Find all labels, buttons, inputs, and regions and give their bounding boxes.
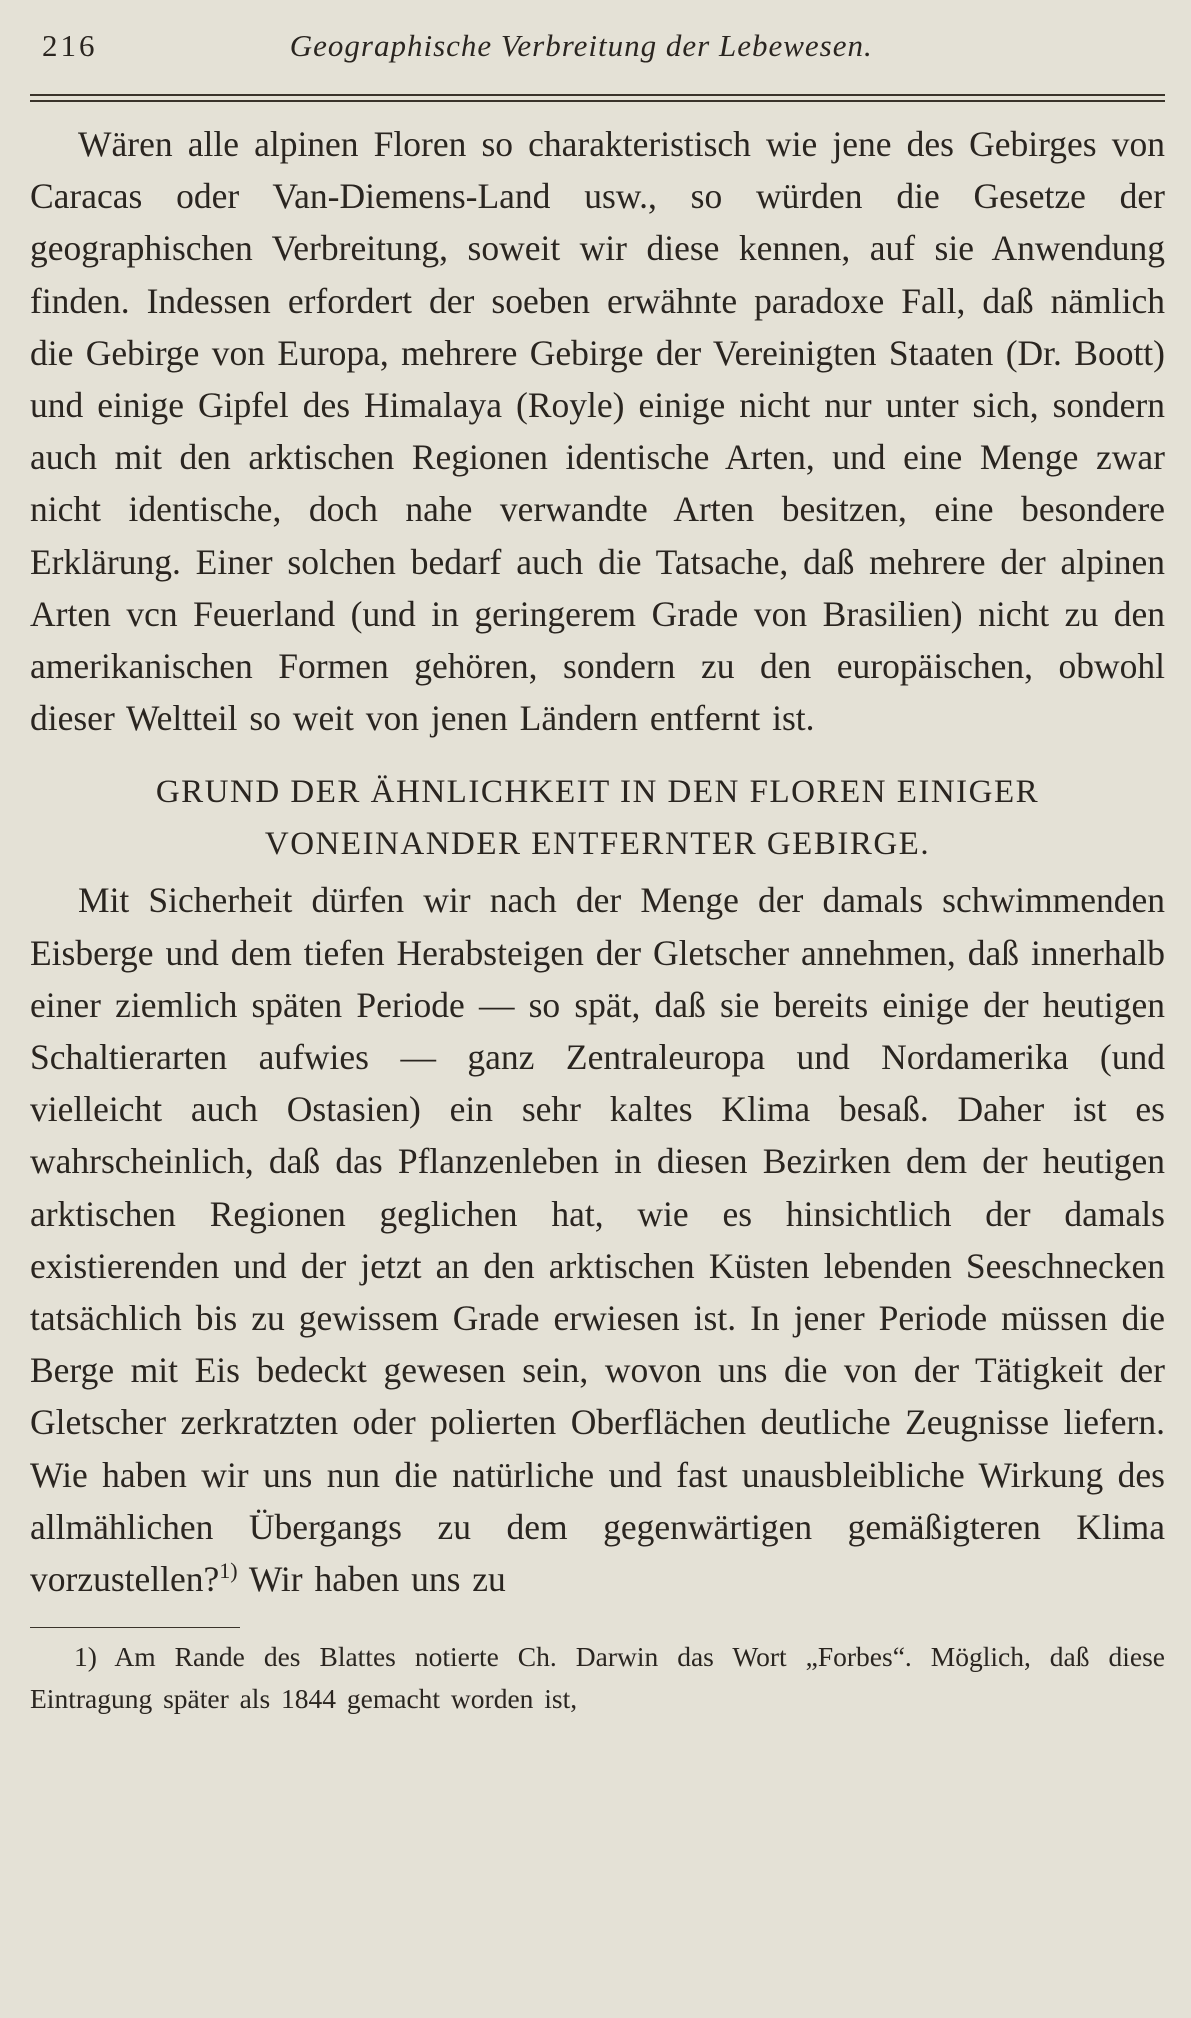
paragraph-2 xyxy=(30,874,1165,1605)
footnote-reference: 1) xyxy=(219,1558,238,1584)
footnote-rule xyxy=(30,1627,240,1628)
header-double-rule xyxy=(30,94,1165,102)
section-heading-line-2: VONEINANDER ENTFERNTER GEBIRGE. xyxy=(264,826,931,863)
page-number: 216 xyxy=(42,28,98,63)
running-head xyxy=(30,28,1165,80)
paragraph-1: Wären alle alpinen Floren so charakteristisch wie jene des Gebirges von Caracas oder Van-Diemens-Land usw., so würden die Gesetze der geographischen Verbreitung, soweit wir diese kennen, auf sie Anwendung finden. Indessen erfordert der soeben erwähnte paradoxe Fall, daß nämlich die Gebirge von Europa, mehrere Gebirge der Vereinigten Staaten (Dr. Boott) und einige Gipfel des Himalaya (Royle) einige nicht nur unter sich, sondern auch mit den arktischen Regionen identische Arten, und eine Menge zwar nicht identische, doch nahe verwandte Arten besitzen, eine besondere Erklärung. Einer solchen bedarf auch die Tatsache, daß mehrere der alpinen Arten vcn Feuerland (und in geringerem Grade von Brasilien) nicht zu den amerikanischen Formen gehören, sondern zu den europäischen, obwohl dieser Weltteil so weit von jenen Ländern entfernt ist. xyxy=(30,124,1165,739)
section-heading xyxy=(30,766,1165,870)
footnote: 1) Am Rande des Blattes notierte Ch. Darwin das Wort „Forbes“. Möglich, daß diese Eintragung später als 1844 gemacht worden ist, xyxy=(30,1641,1165,1715)
running-title: Geographische Verbreitung der Lebewesen. xyxy=(289,28,873,63)
section-heading-line-1: GRUND DER ÄHNLICHKEIT IN DEN FLOREN EINIGER xyxy=(155,774,1040,811)
paragraph-2-tail: Wir haben uns zu xyxy=(237,1559,506,1600)
paragraph-2-text: Mit Sicherheit dürfen wir nach der Menge der damals schwimmenden Eisberge und dem tiefen Herabsteigen der Gletscher annehmen, daß innerhalb einer ziemlich späten Periode — so spät, daß sie bereits einige der heutigen Schaltierarten aufwies — ganz Zentraleuropa und Nordamerika (und vielleicht auch Ostasien) ein sehr kaltes Klima besaß. Daher ist es wahrscheinlich, daß das Pflanzenleben in diesen Bezirken dem der heutigen arktischen Regionen geglichen hat, wie es hinsichtlich der damals existierenden und der jetzt an den arktischen Küsten lebenden Seeschnecken tatsächlich bis zu gewissem Grade erwiesen ist. In jener Periode müssen die Berge mit Eis bedeckt gewesen sein, wovon uns die von der Tätigkeit der Gletscher zerkratzten oder polierten Oberflächen deutliche Zeugnisse liefern. Wie haben wir uns nun die natürliche und fast unausbleibliche Wirkung des allmählichen Übergangs zu dem gegenwärtigen gemäßigteren Klima vorzustellen? xyxy=(30,880,1165,1600)
